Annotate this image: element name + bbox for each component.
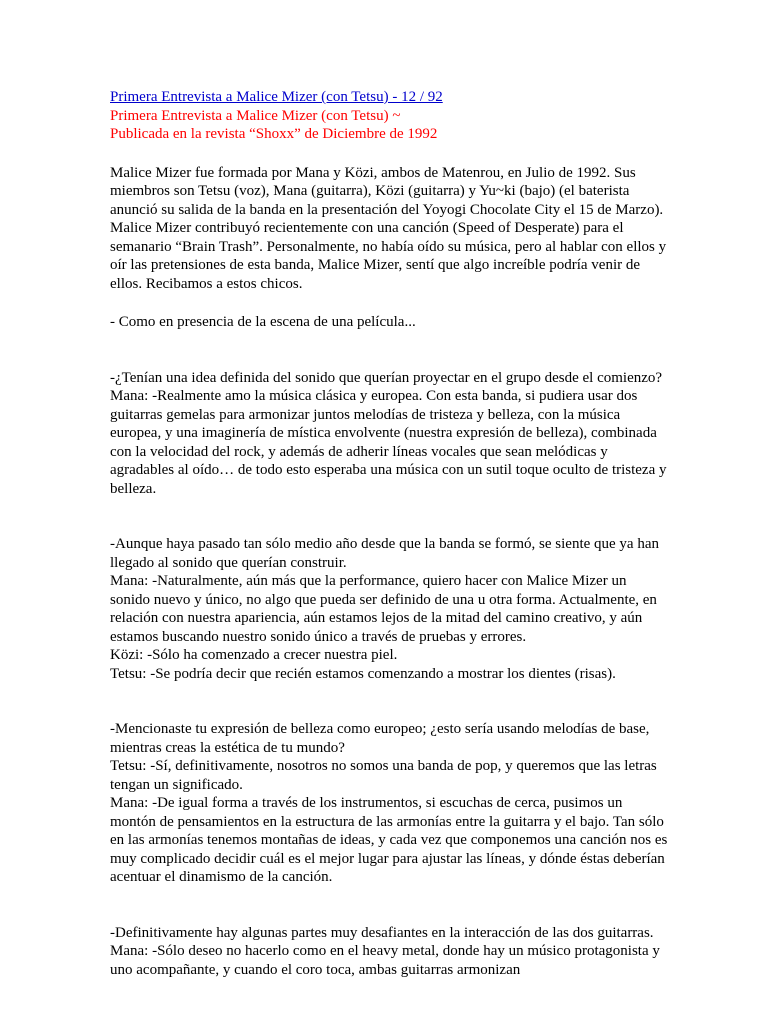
answer-3-tetsu: Tetsu: -Sí, definitivamente, nosotros no somos una banda de pop, y queremos que las letras tengan un significado. bbox=[110, 758, 657, 793]
intro-paragraph: Malice Mizer fue formada por Mana y Közi, ambos de Matenrou, en Julio de 1992. Sus miembros son Tetsu (voz), Mana (guitarra), Közi (guitarra) y Yu~ki (bajo) (el baterista anunció su salida de la banda en la presentación del Yoyogi Chocolate City el 15 de Marzo). Malice Mizer contribuyó recientemente con una canción (Speed of Desperate) para el semanario “Brain Trash”. Personalmente, no había oído su música, pero al hablar con ellos y oír las pretensiones de esta banda, Malice Mizer, sentí que algo increíble podría venir de ellos. Recibamos a estos chicos. bbox=[110, 164, 667, 292]
publication-note: Publicada en la revista “Shoxx” de Diciembre de 1992 bbox=[110, 126, 438, 142]
answer-2-kozi: Közi: -Sólo ha comenzado a crecer nuestra piel. bbox=[110, 647, 398, 663]
interview-title-link[interactable]: Primera Entrevista a Malice Mizer (con Tetsu) - 12 / 92 bbox=[110, 89, 443, 105]
question-4: -Definitivamente hay algunas partes muy desafiantes en la interacción de las dos guitarras. bbox=[110, 924, 654, 941]
answer-2-mana: Mana: -Naturalmente, aún más que la performance, quiero hacer con Malice Mizer un sonido nuevo y único, no algo que pueda ser definido de una u otra forma. Actualmente, en relación con nuestra apariencia, aún estamos lejos de la mitad del camino creativo, y aún estamos buscando nuestro sonido único a través de pruebas y errores. bbox=[110, 573, 657, 645]
answer-3-mana: Mana: -De igual forma a través de los instrumentos, si escuchas de cerca, pusimos un montón de pensamientos en la estructura de las armonías entre la guitarra y el bajo. Tan sólo en las armonías tenemos montañas de ideas, y cada vez que componemos una canción nos es muy complicado decidir cuál es el mejor lugar para ajustar las líneas, y dónde éstas deberían acentuar el dinamismo de la canción. bbox=[110, 795, 668, 885]
question-2: -Aunque haya pasado tan sólo medio año desde que la banda se formó, se siente que ya han llegado al sonido que querían construir. bbox=[110, 536, 659, 571]
question-3: -Mencionaste tu expresión de belleza como europeo; ¿esto sería usando melodías de base, mientras creas la estética de tu mundo? bbox=[110, 721, 650, 756]
answer-2-tetsu: Tetsu: -Se podría decir que recién estamos comenzando a mostrar los dientes (risas). bbox=[110, 665, 616, 682]
question-1: -¿Tenían una idea definida del sonido que querían proyectar en el grupo desde el comienzo? bbox=[110, 369, 663, 386]
answer-1-mana: Mana: -Realmente amo la música clásica y europea. Con esta banda, si pudiera usar dos guitarras gemelas para armonizar juntos melodías de tristeza y belleza, con la música europea, y una imaginería de mística envolvente (nuestra expresión de belleza), combinada con la velocidad del rock, y además de adherir líneas vocales que sean melódicas y agradables al oído… de todo esto esperaba una música con un sutil toque oculto de tristeza y belleza. bbox=[110, 388, 667, 497]
section-heading: - Como en presencia de la escena de una película... bbox=[110, 314, 416, 330]
answer-4-mana: Mana: -Sólo deseo no hacerlo como en el heavy metal, donde hay un músico protagonista y uno acompañante, y cuando el coro toca, ambas guitarras armonizan bbox=[110, 943, 660, 978]
document-body bbox=[110, 88, 670, 979]
interview-subtitle: Primera Entrevista a Malice Mizer (con Tetsu) ~ bbox=[110, 107, 401, 124]
